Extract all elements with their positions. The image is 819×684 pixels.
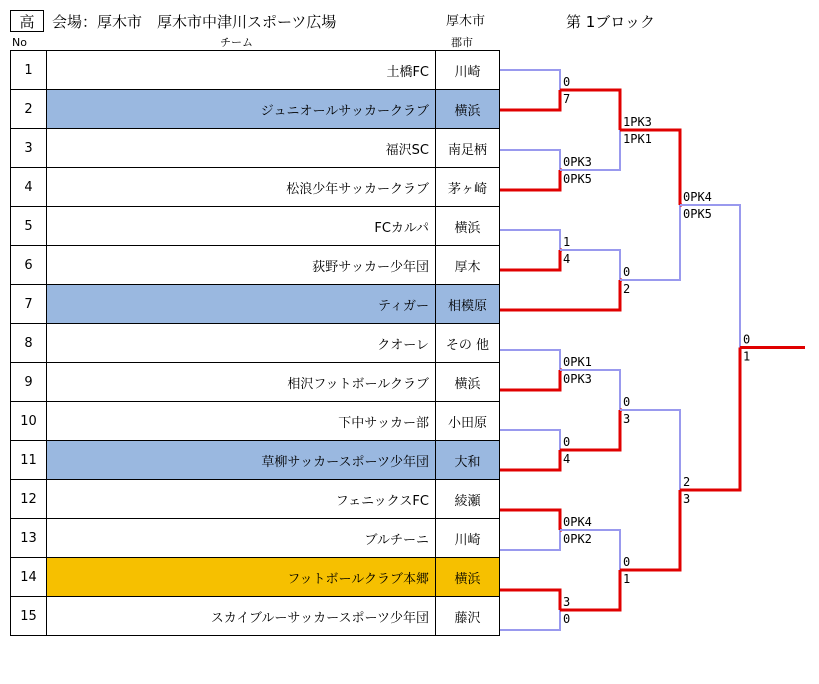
- match-score: 0PK5: [563, 172, 592, 186]
- match-score: 4: [563, 452, 571, 466]
- match-score: 0: [623, 555, 631, 569]
- team-number: 11: [11, 441, 47, 480]
- bracket-line: [680, 348, 740, 491]
- match-score: 7: [563, 92, 571, 106]
- team-name: ブルチーニ: [47, 519, 436, 558]
- match-score: 1PK3: [623, 115, 652, 129]
- team-number: 3: [11, 129, 47, 168]
- match-score: 4: [563, 252, 571, 266]
- column-header-no: No: [12, 36, 27, 49]
- team-city: 南足柄: [436, 129, 500, 168]
- bracket-line: [500, 150, 560, 170]
- bracket-line: [500, 590, 560, 610]
- team-city: 厚木: [436, 246, 500, 285]
- bracket-line: [500, 610, 560, 630]
- team-name: フットボールクラブ本郷: [47, 558, 436, 597]
- team-number: 9: [11, 363, 47, 402]
- team-number: 5: [11, 207, 47, 246]
- bracket-line: [500, 170, 560, 190]
- team-name: 松浪少年サッカークラブ: [47, 168, 436, 207]
- bracket-line: [500, 250, 560, 270]
- column-header-city: 郡市: [451, 36, 473, 49]
- team-name: 相沢フットボールクラブ: [47, 363, 436, 402]
- match-score: 0PK3: [563, 155, 592, 169]
- team-name: スカイブルーサッカースポーツ少年団: [47, 597, 436, 636]
- bracket-line: [500, 450, 560, 470]
- match-score: 0: [563, 435, 571, 449]
- bracket-line: [500, 530, 560, 550]
- team-number: 2: [11, 90, 47, 129]
- match-score: 0PK3: [563, 372, 592, 386]
- match-score: 0PK2: [563, 532, 592, 546]
- team-name: ジュニオールサッカークラブ: [47, 90, 436, 129]
- team-name: クオーレ: [47, 324, 436, 363]
- team-city: 川崎: [436, 51, 500, 90]
- match-score: 2: [683, 475, 691, 489]
- match-score: 3: [683, 492, 691, 506]
- team-name: ティガー: [47, 285, 436, 324]
- bracket-line: [500, 350, 560, 370]
- team-city: 小田原: [436, 402, 500, 441]
- match-score: 3: [623, 412, 631, 426]
- match-score: 1: [623, 572, 631, 586]
- team-number: 4: [11, 168, 47, 207]
- team-name: 荻野サッカー少年団: [47, 246, 436, 285]
- column-header-team: チーム: [220, 36, 253, 49]
- team-number: 6: [11, 246, 47, 285]
- team-number: 8: [11, 324, 47, 363]
- match-score: 0PK4: [563, 515, 592, 529]
- bracket-line: [560, 280, 620, 310]
- team-city: 藤沢: [436, 597, 500, 636]
- match-score: 0: [623, 395, 631, 409]
- team-city: 綾瀬: [436, 480, 500, 519]
- match-score: 0PK4: [683, 190, 712, 204]
- match-score: 0: [743, 332, 751, 347]
- match-score: 0PK1: [563, 355, 592, 369]
- team-number: 1: [11, 51, 47, 90]
- team-number: 13: [11, 519, 47, 558]
- match-score: 0PK5: [683, 207, 712, 221]
- match-score: 0: [563, 612, 571, 626]
- team-name: 福沢SC: [47, 129, 436, 168]
- match-score: 0: [563, 75, 571, 89]
- match-score: 2: [623, 282, 631, 296]
- block-title: 第 1ブロック: [566, 13, 656, 31]
- bracket-line: [500, 90, 560, 110]
- bracket-line: [500, 230, 560, 250]
- team-city: 川崎: [436, 519, 500, 558]
- team-city: その 他: [436, 324, 500, 363]
- bracket-line: [500, 430, 560, 450]
- team-number: 14: [11, 558, 47, 597]
- team-number: 15: [11, 597, 47, 636]
- bracket-line: [680, 205, 740, 348]
- match-score: 1PK1: [623, 132, 652, 146]
- team-number: 12: [11, 480, 47, 519]
- bracket-line: [500, 70, 560, 90]
- team-city: 大和: [436, 441, 500, 480]
- team-city: 相模原: [436, 285, 500, 324]
- match-score: 0: [623, 265, 631, 279]
- match-score: 1: [743, 349, 751, 364]
- team-city: 横浜: [436, 558, 500, 597]
- team-city: 横浜: [436, 90, 500, 129]
- host-city: 厚木市: [446, 14, 486, 29]
- bracket-line: [500, 510, 560, 530]
- venue-title: 会場：厚木市 厚木市中津川スポーツ広場: [52, 13, 337, 31]
- team-number: 7: [11, 285, 47, 324]
- team-number: 10: [11, 402, 47, 441]
- team-name: 土橋FC: [47, 51, 436, 90]
- match-score: 1: [563, 235, 571, 249]
- team-city: 茅ヶ崎: [436, 168, 500, 207]
- team-city: 横浜: [436, 363, 500, 402]
- match-score: 3: [563, 595, 571, 609]
- team-name: FCカルパ: [47, 207, 436, 246]
- team-city: 横浜: [436, 207, 500, 246]
- level-label: 高: [10, 10, 44, 32]
- bracket-line: [500, 370, 560, 390]
- team-name: 下中サッカー部: [47, 402, 436, 441]
- team-name: フェニックスFC: [47, 480, 436, 519]
- team-name: 草柳サッカースポーツ少年団: [47, 441, 436, 480]
